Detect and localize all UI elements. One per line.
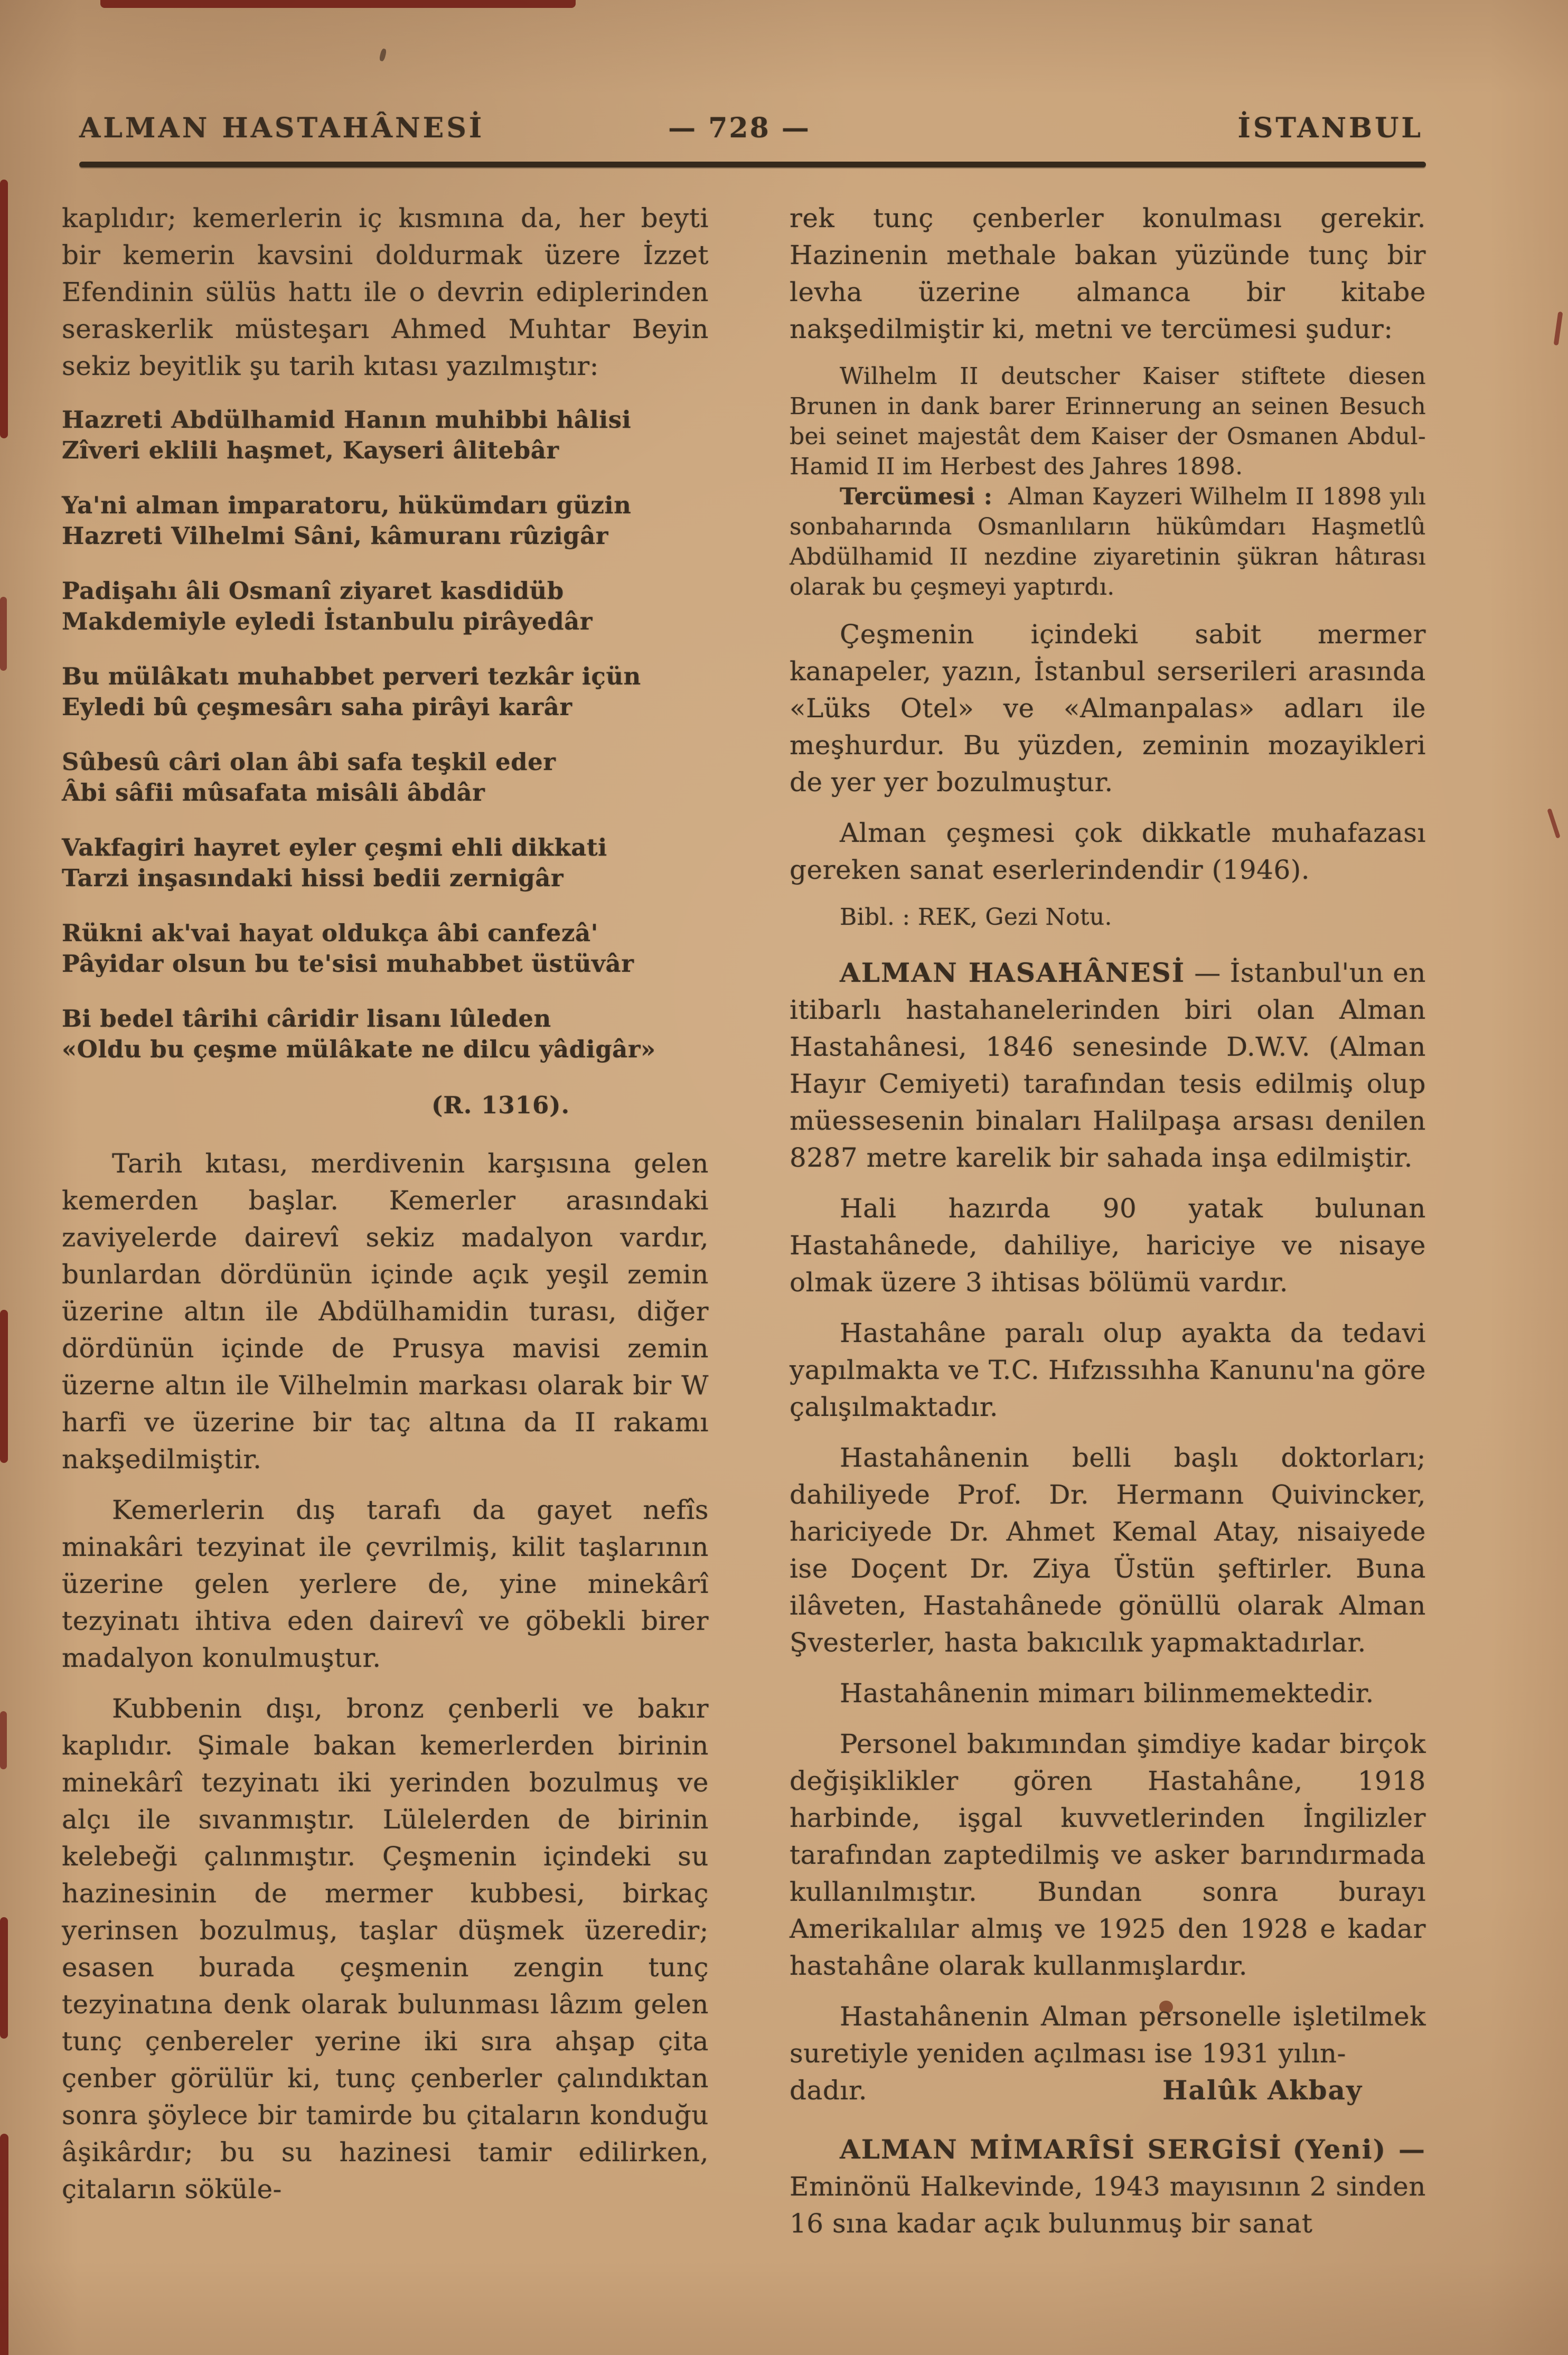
poem-line: «Oldu bu çeşme mülâkate ne dilcu yâdigâr» — [62, 1035, 656, 1063]
paragraph: Çeşmenin içindeki sabit mermer kanapeler, yazın, İstanbul serserileri arasında «Lüks Otel» ve «Almanpalas» adları ile meşhurdur. Bu yüzden, zeminin mozayikleri de yer yer bozulmuştur. — [790, 619, 1426, 797]
poem-couplet — [62, 661, 709, 723]
header-rule — [79, 162, 1426, 167]
poem-couplet — [62, 490, 709, 551]
poem-line: Eyledi bû çeşmesârı saha pirâyi karâr — [62, 693, 572, 721]
poem-couplet — [62, 576, 709, 637]
paragraph: Hastahânenin belli başlı doktorları; dahiliyede Prof. Dr. Hermann Quivincker, hariciyede Dr. Ahmet Kemal Atay, nisaiyede ise Doçent Dr. Ziya Üstün şeftirler. Buna ilâveten, Hastahânede gönüllü olarak Alman Şvesterler, hasta bakıcılık yapmaktadırlar. — [790, 1442, 1426, 1658]
page-number: — 728 — — [668, 112, 811, 144]
paragraph: Hastahânenin mimarı bilinmemektedir. — [840, 1678, 1374, 1709]
poem-line: Âbi sâfii mûsafata misâli âbdâr — [62, 778, 485, 806]
poem-line: Rükni ak'vai hayat oldukça âbi canfezâ' — [62, 919, 598, 947]
running-header-section: İSTANBUL — [1237, 112, 1423, 144]
article-text: Eminönü Halkevinde, 1943 mayısının 2 sinden 16 sına kadar açık bulunmuş bir sanat — [790, 2171, 1426, 2239]
poem-couplet — [62, 747, 709, 808]
paragraph-last-word: dadır. — [790, 2075, 868, 2106]
article-heading: ALMAN MİMARÎSİ SERGİSİ — [840, 2134, 1282, 2165]
scan-artifact-left-edge — [0, 1310, 8, 1463]
poem-line: Ya'ni alman imparatoru, hükümdarı güzin — [62, 491, 632, 519]
paragraph: Hali hazırda 90 yatak bulunan Hastahânede, dahiliye, hariciye ve nisaye olmak üzere 3 ihtisas bölümü vardır. — [790, 1193, 1426, 1298]
poem-line: Vakfagiri hayret eyler çeşmi ehli dikkati — [62, 833, 607, 861]
paragraph: Alman çeşmesi çok dikkatle muhafazası gereken sanat eserlerindendir (1946). — [790, 818, 1426, 885]
ink-speck — [379, 48, 387, 62]
right-column — [790, 200, 1426, 2242]
history-poem — [62, 405, 709, 1124]
paragraph: Personel bakımından şimdiye kadar birçok değişiklikler gören Hastahâne, 1918 harbinde, işgal kuvvetlerinden İngilizler tarafından zaptedilmiş ve asker barındırmada kullanılmıştır. Bundan sonra burayı Amerikalılar almış ve 1925 den 1928 e kadar hastahâne olarak kullanmışlardır. — [790, 1729, 1426, 1981]
article-paragraph — [790, 2131, 1426, 2242]
article-heading: ALMAN HASAHÂNESİ — [840, 957, 1186, 988]
author-signature: Halûk Akbay — [1162, 2075, 1363, 2106]
poem-couplet — [62, 832, 709, 894]
article-paragraph — [790, 954, 1426, 1176]
poem-couplet — [62, 405, 709, 466]
paragraph: Kemerlerin dış tarafı da gayet nefîs minakâri tezyinat ile çevrilmiş, kilit taşlarının üzerine gelen yerlere de, yine minekârî tezyinatı ihtiva eden dairevî ve göbekli birer madalyon konulmuştur. — [62, 1495, 709, 1673]
poem-couplet — [62, 1003, 709, 1065]
poem-line: Bu mülâkatı muhabbet perveri tezkâr içün — [62, 662, 641, 690]
paragraph-continuation: kaplıdır; kemerlerin iç kısmına da, her beyti bir kemerin kavsini doldurmak üzere İzzet Efendinin sülüs hattı ile o devrin ediplerinden seraskerlik müsteşarı Ahmed Muhtar Beyin sekiz beyitlik şu tarih kıtası yazılmıştır: — [62, 203, 709, 381]
scan-artifact-left-edge — [0, 180, 8, 438]
poem-line: Pâyidar olsun bu te'sisi muhabbet üstüvâr — [62, 950, 634, 978]
scan-artifact-left-edge — [0, 597, 7, 671]
scan-artifact-right-tick — [1547, 808, 1561, 839]
paragraph: Hastahâne paralı olup ayakta da tedavi yapılmakta ve T.C. Hıfzıssıhha Kanunu'na göre çalışılmaktadır. — [790, 1318, 1426, 1422]
poem-date-note: (R. 1316). — [431, 1091, 570, 1119]
signature-row — [790, 2072, 1426, 2109]
poem-line: Hazreti Abdülhamid Hanın muhibbi hâlisi — [62, 406, 632, 434]
poem-line: Makdemiyle eyledi İstanbulu pirâyedâr — [62, 607, 593, 635]
poem-line: Padişahı âli Osmanî ziyaret kasdidüb — [62, 577, 564, 605]
left-column — [62, 200, 709, 2208]
translation-label: Tercümesi : — [840, 483, 993, 510]
scan-artifact-left-edge — [0, 2134, 8, 2355]
paragraph-continuation: rek tunç çenberler konulması gerekir. Hazinenin methale bakan yüzünde tunç bir levha üzerine almanca bir kitabe nakşedilmiştir ki, metni ve tercümesi şudur: — [790, 203, 1426, 344]
poem-line: Sûbesû câri olan âbi safa teşkil eder — [62, 748, 556, 776]
scan-artifact-top-edge — [100, 0, 576, 8]
scan-artifact-right-tick — [1554, 312, 1563, 346]
article-text: — İstanbul'un en itibarlı hastahanelerinden biri olan Alman Hastahânesi, 1846 senesinde D.W.V. (Alman Hayır Cemiyeti) tarafından tesis edilmiş olup müessesenin binaları Halilpaşa arsası denilen 8287 metre karelik bir sahada inşa edilmiştir. — [790, 958, 1426, 1173]
poem-line: Bi bedel târihi câridir lisanı lûleden — [62, 1005, 551, 1033]
poem-couplet — [62, 918, 709, 979]
poem-line: Hazreti Vilhelmi Sâni, kâmuranı rûzigâr — [62, 522, 608, 550]
paragraph: Tarih kıtası, merdivenin karşısına gelen kemerden başlar. Kemerler arasındaki zaviyelerde dairevî sekiz madalyon vardır, bunlardan dördünün içinde açık yeşil zemin üzerine altın ile Abdülhamidin turası, diğer dördünün içinde de Prusya mavisi zemin üzerne altın ile Vilhelmin markası olarak bir W harfi ve üzerine bir taç altına da II rakamı nakşedilmiştir. — [62, 1148, 709, 1475]
translation-text: Alman Kayzeri Wilhelm II 1898 yılı sonbaharında Osmanlıların hükûmdarı Haşmetlû Abdülhamid II nezdine ziyaretinin şükran hâtırası olarak bu çeşmeyi yaptırdı. — [790, 483, 1426, 601]
article-heading-suffix: (Yeni) — — [1292, 2134, 1426, 2165]
paragraph: Kubbenin dışı, bronz çenberli ve bakır kaplıdır. Şimale bakan kemerlerden birinin minekârî tezyinatı iki yerinden bozulmuş ve alçı ile sıvanmıştır. Lülelerden de birinin kelebeği çalınmıştır. Çeşmenin içindeki su hazinesinin de mermer kubbesi, birkaç yerinsen bozulmuş, taşlar düşmek üzeredir; esasen burada çeşmenin zengin tunç tezyinatına denk olarak bulunması lâzım gelen tunç çenbereler yerine iki sıra ahşap çita çenber görülür ki, tunç çenberler çalındıktan sonra şöylece bir tamirde bu çitaların konduğu âşikârdır; bu su hazinesi tamir edilirken, çitaların söküle- — [62, 1693, 709, 2204]
poem-line: Zîveri eklili haşmet, Kayseri âlitebâr — [62, 436, 559, 464]
scan-artifact-left-edge — [0, 1711, 7, 1769]
poem-line: Tarzi inşasındaki hissi bedii zernigâr — [62, 864, 564, 892]
scan-artifact-left-edge — [0, 1917, 8, 2039]
translation-paragraph — [790, 482, 1426, 602]
paragraph: Hastahânenin Alman personelle işletilmek suretiyle yeniden açılması ise 1931 yılın- — [790, 2001, 1426, 2069]
bibliography-note: Bibl. : REK, Gezi Notu. — [840, 904, 1112, 931]
running-header-article-title: ALMAN HASTAHÂNESİ — [79, 112, 485, 144]
german-inscription: Wilhelm II deutscher Kaiser stiftete diesen Brunen in dank barer Erinnerung an seinen Besuch bei seinet majestât dem Kaiser der Osmanen Abdul-Hamid II im Herbest des Jahres 1898. — [790, 363, 1426, 480]
